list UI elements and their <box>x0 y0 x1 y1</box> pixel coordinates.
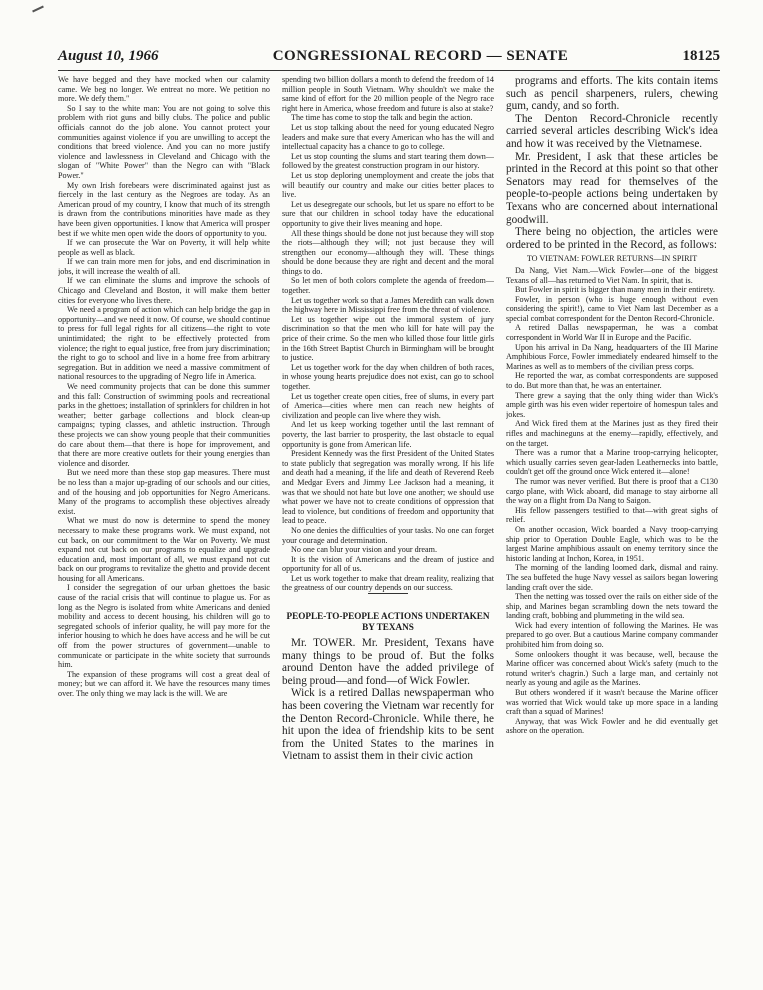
paragraph: We need a program of action which can help bridge the gap in opportunity—and we need it now. Of course, we should continue to press for full legal rights for all citizens—the right to vote unintimidated; the right to be effectively protected from violence; the right to equal justice, free from jury discrimination; the right to go to school and live in a home free from arbitrary segregation. But in addition we need a massive commitment of national resources to the upgrading of Negro life in America. <box>58 305 270 382</box>
paragraph: And let us keep working together until the last remnant of poverty, the last barrier to prosperity, the last obstacle to equal opportunity is gone from American life. <box>282 420 494 449</box>
paragraph: There grew a saying that the only thing wider than Wick's ample girth was his even wider repertoire of homespun tales and jokes. <box>506 390 718 419</box>
paragraph: The morning of the landing loomed dark, dismal and rainy. The sea buffeted the huge Navy vessel as sailors began lowering landing craft over the side. <box>506 563 718 592</box>
paragraph: programs and efforts. The kits contain items such as pencil sharpeners, rulers, chewing gum, candy, and so forth. <box>506 75 718 113</box>
paragraph: Upon his arrival in Da Nang, headquarters of the III Marine Amphibious Force, Fowler immediately endeared himself to the Marines as well as to members of the civilian press corps. <box>506 342 718 371</box>
paragraph: Then the netting was tossed over the rails on either side of the ship, and Marines began scrambling down the nets toward the landing craft, bobbing and plummeting in the wild sea. <box>506 592 718 621</box>
paragraph: Fowler, in person (who is huge enough without even considering the spirit!), came to Viet Nam last December as a special combat correspondent for the Denton Record-Chronicle. <box>506 294 718 323</box>
paragraph: But others wondered if it wasn't because the Marine officer was worried that Wick would take up more space in a landing craft than a squad of Marines! <box>506 688 718 717</box>
paragraph: And Wick fired them at the Marines just as they fired their rifles and machineguns at the enemy—rapidly, effectively, and on the target. <box>506 419 718 448</box>
paragraph: President Kennedy was the first President of the United States to state publicly that segregation was morally wrong. If his life and death had a meaning, if the life and death of Reverend Reeb and Medgar Evers and Jimmy Lee Jackson had a meaning, it was that we should not hate but love one another; we should use what power we have not to create conditions of oppression that lead to violence, but conditions of freedom and opportunity that lead to peace. <box>282 449 494 526</box>
paragraph: There was a rumor that a Marine troop-carrying helicopter, which usually carries seven gear-laden Leathernecks into battle, couldn't get off the ground once Wick entered it—alone! <box>506 448 718 477</box>
paragraph: Wick had every intention of following the Marines. He was prepared to go over. But a cautious Marine company commander prohibited him from doing so. <box>506 620 718 650</box>
paragraph: I consider the segregation of our urban ghettoes the basic cause of the racial crisis that will continue to plague us. For as long as the Negro is isolated from white Americans and denied mobility and access to decent housing, his children will go to segregated schools of inferior quality, he will pay more for the inferior housing to which he does have access and he will be cut off from the power structures of government—unable to communicate or participate in the white society that surrounds him. <box>58 583 270 670</box>
header-page-number: 18125 <box>682 48 720 64</box>
paragraph: Let us stop deploring unemployment and create the jobs that will beautify our country and make our cities better places to live. <box>282 170 494 200</box>
paragraph: What we must do now is determine to spend the money necessary to make these programs work. We must expand, not cut back, on our commitment to the War on Poverty. We must expand not cut back on our programs to equalize and upgrade education and, most important of all, we must expand not cut back on our programs to revitalize the ghetto and provide decent housing for all Americans. <box>58 516 270 583</box>
paragraph: All these things should be done not just because they will stop the riots—although they will; not just because they will strengthen our economy—although they will. These things should be done because they are right and decent and the moral things to do. <box>282 228 494 276</box>
paragraph: Some onlookers thought it was because, well, because the Marine officer was concerned about Wick's safety (much to the rotund writer's chagrin.) Such a large man, and certainly not nearly as young and agile as the Marines. <box>506 649 718 688</box>
paragraph: Da Nang, Viet Nam.—Wick Fowler—one of the biggest Texans of all—has returned to Viet Nam. In spirit, that is. <box>506 265 718 285</box>
paragraph: We have begged and they have mocked when our calamity came. We beg no longer. We entreat no more. We petition no more. We defy them." <box>58 75 270 104</box>
paragraph: The Denton Record-Chronicle recently carried several articles describing Wick's idea and how it was received by the Vietnamese. <box>506 112 718 150</box>
column-3 <box>506 75 718 975</box>
paragraph: spending two billion dollars a month to defend the freedom of 14 million people in South Vietnam. Why shouldn't we make the same kind of effort for the 20 million people of the Negro race right here in America, whose freedom and future is also at stake? <box>282 75 494 113</box>
margin-mark <box>32 6 44 13</box>
paragraph: It is the vision of Americans and the dream of justice and opportunity for all of us. <box>282 554 494 574</box>
paragraph: There being no objection, the articles were ordered to be printed in the Record, as follows: <box>506 226 718 251</box>
paragraph: Let us together wipe out the immoral system of jury discrimination so that the men who kill for hate will pay the price of their crime. So the men who killed those four little girls in the 16th Street Baptist Church in Birmingham will be brought to justice. <box>282 314 494 363</box>
paragraph: The expansion of these programs will cost a great deal of money; but we can afford it. We have the resources many times over. The only thing we may lack is the will. We are <box>58 669 270 698</box>
page <box>58 48 720 978</box>
paragraph: Let us together work for the day when children of both races, in whose young hearts prejudice does not exist, can go to school together. <box>282 362 494 391</box>
paragraph: Let us work together to make that dream reality, realizing that the greatness of our country depends on our success. <box>282 573 494 593</box>
paragraph: No one denies the difficulties of your tasks. No one can forget your courage and determination. <box>282 525 494 545</box>
paragraph: Let us stop talking about the need for young educated Negro leaders and make sure that every American who has the will and intellectual capacity has a chance to go to college. <box>282 122 494 152</box>
paragraph: A retired Dallas newspaperman, he was a combat correspondent in World War II in Europe and the Pacific. <box>506 323 718 343</box>
paragraph: If we can eliminate the slums and improve the schools of Chicago and Cleveland and Boston, it will make them better cities for everyone who lives there. <box>58 276 270 305</box>
paragraph: Mr. President, I ask that these articles be printed in the Record at this point so that other Senators may read for themselves of the people-to-people actions being undertaken by Texans who are concerned about international goodwill. <box>506 150 718 226</box>
paragraph: Let us together create open cities, free of slums, in every part of America—cities where men can reach new heights of civilization and people can live where they wish. <box>282 391 494 420</box>
paragraph: So let men of both colors complete the agenda of freedom—together. <box>282 276 494 296</box>
header-date: August 10, 1966 <box>58 48 159 64</box>
column-2 <box>282 75 494 975</box>
paragraph: If we can prosecute the War on Poverty, it will help white people as well as black. <box>58 238 270 257</box>
paragraph: Let us together work so that a James Meredith can walk down the highway here in Mississippi free from the threat of violence. <box>282 295 494 315</box>
column-1 <box>58 75 270 975</box>
paragraph: On another occasion, Wick boarded a Navy troop-carrying ship prior to Operation Double Eagle, which was to be the largest Marine amphibious assault on enemy territory since the historic landing at Inchon, Korea, in 1951. <box>506 524 718 563</box>
paragraph: His fellow passengers testified to that—with great sighs of relief. <box>506 505 718 525</box>
text-columns <box>58 75 720 975</box>
paragraph: No one can blur your vision and your dream. <box>291 545 437 555</box>
paragraph: The rumor was never verified. But there is proof that a C130 cargo plane, with Wick aboard, did manage to stay airborne all the way on a flight from Da Nang to Saigon. <box>506 476 718 506</box>
paragraph: But Fowler in spirit is bigger than many men in their entirety. <box>515 285 715 295</box>
paragraph: Mr. TOWER. Mr. President, Texans have many things to be proud of. But the folks around Denton have the added privilege of being proud—and fond—of Wick Fowler. <box>282 637 494 687</box>
paragraph: If we can train more men for jobs, and end discrimination in jobs, it will increase the wealth of all. <box>58 257 270 276</box>
paragraph: Anyway, that was Wick Fowler and he did eventually get ashore on the operation. <box>506 716 718 736</box>
paragraph: The time has come to stop the talk and begin the action. <box>291 113 473 123</box>
paragraph: Let us desegregate our schools, but let us spare no effort to be sure that our children in school today have the educational opportunity to give their lives meaning and hope. <box>282 199 494 228</box>
paragraph: We need community projects that can be done this summer and this fall: Construction of swimming pools and recreational parks in the ghettoes; installation of sprinklers for children in hot weather; better garbage collections and block clean-up campaigns; typing classes, and athletic instruction. Through these projects we can show young people that their communities do care about them—that there is hope for improvement, and that there are more creative outlets for their young energies than violence and disorder. <box>58 382 270 468</box>
paragraph: Let us stop counting the slums and start tearing them down—followed by the greatest construction program in our history. <box>282 151 494 171</box>
paragraph: He reported the war, as combat correspondents are supposed to do. But more than that, he was an entertainer. <box>506 371 718 391</box>
paragraph: Wick is a retired Dallas newspaperman who has been covering the Vietnam war recently for the Denton Record-Chronicle. While there, he hit upon the idea of friendship kits to be sent from the United States to the marines in Vietnam to assist them in their civic action <box>282 687 494 763</box>
paragraph: But we need more than these stop gap measures. There must be no less than a major up-grading of our schools and our cities, and of the housing and job opportunities for Negro Americans. Many of the programs to accomplish these objectives already exist. <box>58 468 270 516</box>
section-heading: PEOPLE-TO-PEOPLE ACTIONS UNDERTAKEN BY TEXANS <box>286 611 490 633</box>
section-divider <box>368 593 408 594</box>
paragraph: My own Irish forebears were discriminated against just as fiercely in the last century as the Negroes are today. As an American proud of my country, I know that much of its strength is drawn from the contributions minorities have made as they have been given opportunities. I know that America will prosper best if we white men open wide the doors of opportunity to you. <box>58 180 270 238</box>
header-title: CONGRESSIONAL RECORD — SENATE <box>272 48 569 64</box>
page-header <box>58 48 720 71</box>
article-heading: TO VIETNAM: FOWLER RETURNS—IN SPIRIT <box>526 254 698 264</box>
paragraph: So I say to the white man: You are not going to solve this problem with riot guns and billy clubs. The police and public officials cannot do the job alone. You cannot protect your communities against violence if you are unwilling to accept the conditions that breed violence. And you can no more justify violence and lawlessness in Cleveland and Chicago with the slogan of "White Power" than the Negro can with "Black Power." <box>58 103 270 180</box>
